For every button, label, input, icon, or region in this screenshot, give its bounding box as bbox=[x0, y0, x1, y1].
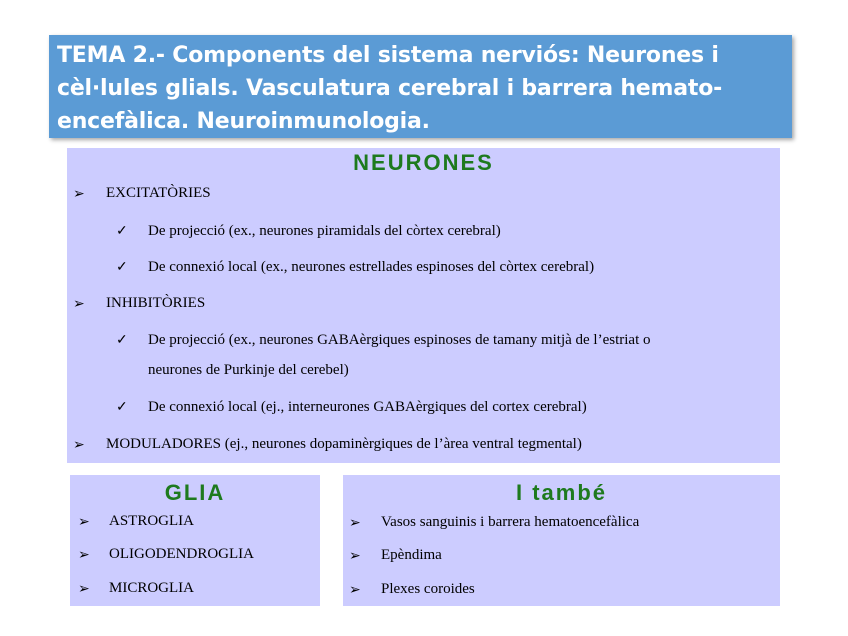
list-item-label: ASTROGLIA bbox=[109, 513, 194, 529]
checkmark-bullet-icon: ✓ bbox=[116, 400, 128, 415]
list-item-label: Vasos sanguinis i barrera hematoencefàlica bbox=[381, 514, 640, 530]
list-item-label: EXCITATÒRIES bbox=[106, 185, 211, 201]
list-item-label: MICROGLIA bbox=[109, 580, 194, 596]
list-item-label: INHIBITÒRIES bbox=[106, 295, 206, 311]
arrow-bullet-icon: ➢ bbox=[349, 516, 361, 531]
tambe-panel bbox=[343, 475, 780, 606]
glia-panel bbox=[70, 475, 320, 606]
arrow-bullet-icon: ➢ bbox=[349, 583, 361, 598]
slide-title-line-1: TEMA 2.- Components del sistema nerviós: Neurones i bbox=[57, 43, 719, 68]
neurones-heading: NEURONES bbox=[353, 150, 494, 175]
list-item-label: OLIGODENDROGLIA bbox=[109, 546, 254, 562]
slide-title-line-3: encefàlica. Neuroinmunologia. bbox=[57, 109, 430, 134]
checkmark-bullet-icon: ✓ bbox=[116, 333, 128, 348]
list-item-label: Epèndima bbox=[381, 547, 442, 563]
arrow-bullet-icon: ➢ bbox=[78, 548, 90, 563]
list-item-label-continued: neurones de Purkinje del cerebel) bbox=[148, 362, 349, 378]
arrow-bullet-icon: ➢ bbox=[78, 515, 90, 530]
list-item-label: De projecció (ex., neurones piramidals del còrtex cerebral) bbox=[148, 223, 501, 239]
list-item-label: De connexió local (ej., interneurones GABAèrgiques del cortex cerebral) bbox=[148, 399, 587, 415]
slide-title-box bbox=[49, 35, 792, 138]
arrow-bullet-icon: ➢ bbox=[73, 297, 85, 312]
checkmark-bullet-icon: ✓ bbox=[116, 224, 128, 239]
arrow-bullet-icon: ➢ bbox=[78, 582, 90, 597]
list-item-label: MODULADORES (ej., neurones dopaminèrgiques de l’àrea ventral tegmental) bbox=[106, 436, 582, 452]
list-item-label: De connexió local (ex., neurones estrellades espinoses del còrtex cerebral) bbox=[148, 259, 595, 275]
neurones-panel bbox=[67, 148, 780, 463]
list-item-label: De projecció (ex., neurones GABAèrgiques espinoses de tamany mitjà de l’estriat o bbox=[148, 332, 651, 348]
slide-title-line-2: cèl·lules glials. Vasculatura cerebral i barrera hemato- bbox=[57, 76, 723, 101]
arrow-bullet-icon: ➢ bbox=[349, 549, 361, 564]
arrow-bullet-icon: ➢ bbox=[73, 187, 85, 202]
list-item-label: Plexes coroides bbox=[381, 581, 475, 597]
glia-heading: GLIA bbox=[164, 480, 226, 505]
tambe-heading: I també bbox=[515, 480, 608, 505]
checkmark-bullet-icon: ✓ bbox=[116, 260, 128, 275]
arrow-bullet-icon: ➢ bbox=[73, 438, 85, 453]
